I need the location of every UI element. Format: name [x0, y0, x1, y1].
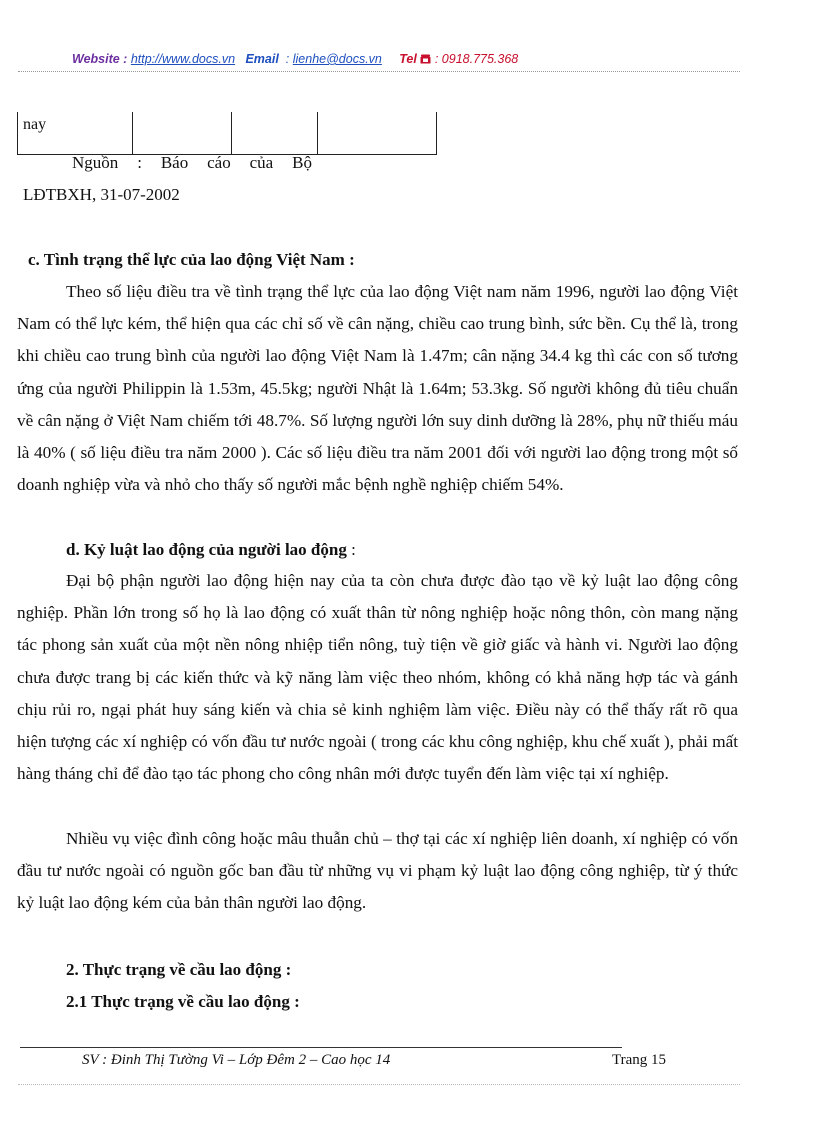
source-word: Nguồn [72, 153, 119, 172]
section-c-heading: c. Tình trạng thể lực của lao động Việt Nam : [28, 250, 355, 269]
tel-value: : 0918.775.368 [434, 52, 519, 66]
table-cell [133, 112, 232, 155]
website-label: Website : [72, 52, 128, 66]
header-divider [18, 71, 740, 72]
phone-icon [420, 52, 434, 66]
source-word: của [249, 153, 274, 172]
website-link[interactable]: http://www.docs.vn [130, 52, 236, 66]
source-word: cáo [207, 153, 231, 172]
table-cell [232, 112, 318, 155]
header-contact-line [72, 52, 518, 66]
source-word: Báo [160, 153, 189, 172]
footer-divider [20, 1047, 622, 1048]
data-table-tail [17, 112, 437, 155]
table-cell: nay [18, 112, 133, 155]
table-row [18, 112, 437, 155]
section-2-1-heading: 2.1 Thực trạng về cầu lao động : [66, 992, 300, 1011]
tel-label: Tel [399, 52, 417, 66]
table-source-line [72, 153, 312, 173]
email-link[interactable]: lienhe@docs.vn [292, 52, 382, 66]
section-c-paragraph: Theo số liệu điều tra về tình trạng thể lực của lao động Việt nam năm 1996, người lao động Việt Nam có thể lực kém, thể hiện qua các chỉ số về cân nặng, chiều cao trung bình, sức bền. Cụ thể là, trong khi chiều cao trung bình của người lao động Việt Nam là 1.47m; cân nặng 34.4 kg thì các con số tương ứng của người Philippin là 1.53m, 45.5kg; người Nhật là 1.64m; 53.3kg. Số người không đủ tiêu chuẩn về cân nặng ở Việt Nam chiếm tới 48.7%. Số lượng người lớn suy dinh dưỡng là 28%, phụ nữ thiếu máu là 40% ( số liệu điều tra năm 2000 ). Các số liệu điều tra năm 2001 đối với người lao động trong một số doanh nghiệp vừa và nhỏ cho thấy số người mắc bệnh nghề nghiệp chiếm 54%. [17, 282, 738, 495]
footer-author: SV : Đinh Thị Tường Vi – Lớp Đêm 2 – Cao học 14 [82, 1052, 391, 1068]
source-word: : [137, 153, 142, 172]
section-d-heading [66, 540, 356, 560]
table-cell [318, 112, 437, 155]
page-number: Trang 15 [612, 1052, 667, 1068]
section-d-paragraph-2: Nhiều vụ việc đình công hoặc mâu thuẫn chủ – thợ tại các xí nghiệp liên doanh, xí nghiệp có vốn đầu tư nước ngoài có nguồn gốc ban đầu từ những vụ vi phạm kỷ luật lao động công nghiệp, từ ý thức kỷ luật lao động kém của bản thân người lao động. [17, 829, 738, 913]
section-d-paragraph-1: Đại bộ phận người lao động hiện nay của ta còn chưa được đào tạo về kỷ luật lao động công nghiệp. Phần lớn trong số họ là lao động có xuất thân từ nông nghiệp hoặc nông thôn, còn mang nặng tác phong sản xuất của một nền nông nhiệp tiển nông, tuỳ tiện về giờ giấc và hành vi. Người lao động chưa được trang bị các kiến thức và kỹ năng làm việc theo nhóm, không có khả năng hợp tác và gánh chịu rủi ro, ngại phát huy sáng kiến và chia sẻ kinh nghiệm làm việc. Điều này có thể thấy rất rõ qua hiện tượng các xí nghiệp có vốn đầu tư nước ngoài ( trong các khu công nghiệp, khu chế xuất ), phải mất hàng tháng chỉ để đào tạo tác phong cho công nhân mới được tuyển đến làm việc tại xí nghiệp. [17, 571, 739, 784]
source-word: Bộ [292, 153, 312, 172]
table-source-date: LĐTBXH, 31-07-2002 [23, 185, 180, 204]
section-d-heading-suffix: : [346, 540, 356, 559]
section-d-heading-text: d. Kỷ luật lao động của người lao động [66, 540, 347, 559]
section-2-heading: 2. Thực trạng về cầu lao động : [66, 960, 292, 979]
bottom-divider [18, 1084, 740, 1085]
email-separator: : [285, 52, 290, 66]
email-label: Email [245, 52, 279, 66]
